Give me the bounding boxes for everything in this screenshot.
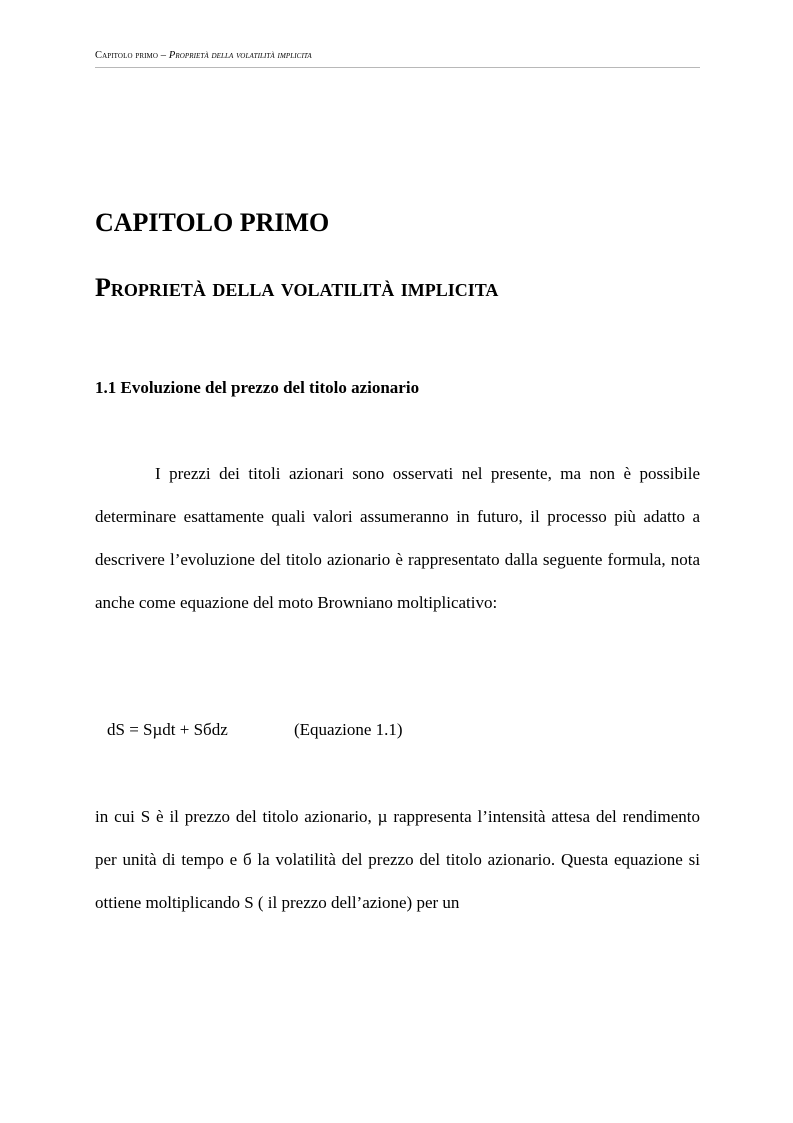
equation-label: (Equazione 1.1) [294,720,403,739]
running-header [95,50,312,61]
header-rule [95,67,700,68]
body-paragraph-intro: I prezzi dei titoli azionari sono osservati nel presente, ma non è possibile determinare esattamente quali valori assumeranno in futuro, il processo più adatto a descrivere l’evoluzione del titolo azionario è rappresentato dalla seguente formula, nota anche come equazione del moto Browniano moltiplicativo: [95,464,700,612]
section-heading: 1.1 Evoluzione del prezzo del titolo azionario [95,378,420,397]
running-header-chapter: Capitolo primo [95,50,159,61]
body-paragraph-explanation: in cui S è il prezzo del titolo azionario, µ rappresenta l’intensità attesa del rendimento per unità di tempo e б la volatilità del prezzo del titolo azionario. Questa equazione si ottiene moltiplicando S ( il prezzo dell’azione) per un [95,807,700,912]
equation-formula: dS = Sµdt + Sбdz [107,720,228,739]
chapter-subtitle: Proprietà della volatilità implicita [95,273,499,302]
running-header-separator: – [158,50,169,61]
running-header-title: Proprietà della volatilità implicita [168,50,312,61]
chapter-title: CAPITOLO PRIMO [95,208,330,237]
